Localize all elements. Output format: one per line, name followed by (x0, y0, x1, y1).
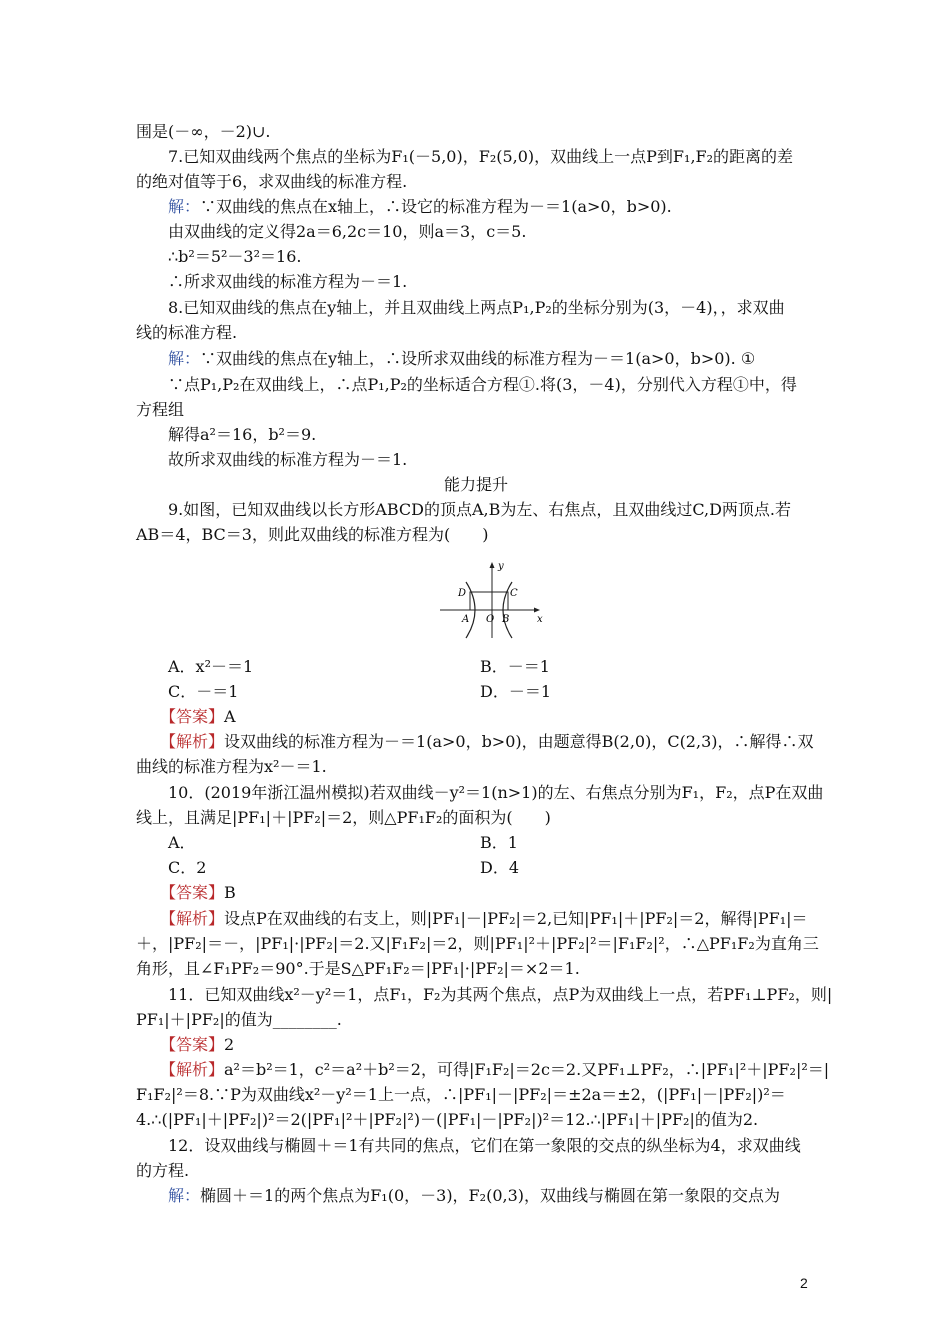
q7-step: ∴b²＝5²－3²＝16. (168, 247, 302, 266)
q8-conclusion: 故所求双曲线的标准方程为－＝1. (168, 450, 408, 469)
q8-step: 解得a²＝16，b²＝9. (168, 425, 317, 444)
q11-stem: 11．已知双曲线x²－y²＝1，点F₁，F₂为其两个焦点，点P为双曲线上一点，若PF₁⊥PF₂，则| (168, 985, 833, 1004)
q9-option-d: D．－＝1 (480, 682, 552, 701)
point-b-label: B (502, 614, 510, 625)
q8-step: ∵点P₁,P₂在双曲线上，∴点P₁,P₂的坐标适合方程①.将(3，－4)，分别代入方程①中，得 (168, 375, 797, 394)
q7-stem: 7.已知双曲线两个焦点的坐标为F₁(－5,0)，F₂(5,0)，双曲线上一点P到F₁,F₂的距离的差 (168, 147, 794, 166)
q9-answer-value: A (224, 707, 236, 726)
q7-solution-line (168, 195, 816, 219)
q9-stem-cont: AB＝4，BC＝3，则此双曲线的标准方程为( ) (136, 525, 489, 544)
q11-analysis-cont: 4.∴(|PF₁|＋|PF₂|)²＝2(|PF₁|²＋|PF₂|²)－(|PF₁|－|PF₂|)²＝12.∴|PF₁|＋|PF₂|的值为2. (136, 1110, 759, 1129)
q7-stem-cont: 的绝对值等于6，求双曲线的标准方程. (136, 172, 408, 191)
q9-analysis (160, 730, 840, 754)
point-a-label: A (462, 614, 470, 625)
x-label: x (537, 614, 543, 625)
q12-solution-line (168, 1184, 816, 1208)
q9-option-a: A．x²－＝1 (168, 657, 254, 676)
solution-label: 解： (168, 349, 201, 368)
q10-analysis-cont: ＋，|PF₂|＝－，|PF₁|·|PF₂|＝2.又|F₁F₂|＝2，则|PF₁|²＋|PF₂|²＝|F₁F₂|²，∴△PF₁F₂为直角三 (136, 934, 819, 953)
origin-label: O (486, 614, 495, 625)
q8-step-cont: 方程组 (136, 400, 185, 419)
answer-label: 【答案】 (160, 1035, 225, 1054)
q11-stem-cont: PF₁|＋|PF₂|的值为________. (136, 1010, 342, 1029)
q8-solution-text: ∵双曲线的焦点在y轴上，∴设所求双曲线的标准方程为－＝1(a>0，b>0). ① (200, 349, 756, 368)
text-line: 围是(－∞，－2)∪. (136, 122, 271, 141)
analysis-label: 【解析】 (160, 909, 225, 928)
q10-stem: 10．(2019年浙江温州模拟)若双曲线－y²＝1(n>1)的左、右焦点分别为F₁，F₂，点P在双曲 (168, 783, 824, 802)
q9-stem: 9.如图，已知双曲线以长方形ABCD的顶点A,B为左、右焦点，且双曲线过C,D两顶点.若 (168, 500, 792, 519)
q12-stem: 12．设双曲线与椭圆＋＝1有共同的焦点，它们在第一象限的交点的纵坐标为4，求双曲线 (168, 1136, 801, 1155)
q8-solution-line (168, 347, 816, 371)
q10-option-b: B．1 (480, 833, 518, 852)
analysis-label: 【解析】 (160, 732, 225, 751)
page-number: 2 (800, 1275, 808, 1291)
q10-analysis-cont: 角形，且∠F₁PF₂＝90°.于是S△PF₁F₂＝|PF₁|·|PF₂|＝×2＝1. (136, 959, 580, 978)
y-label: y (498, 561, 504, 572)
q10-answer (160, 881, 840, 905)
y-axis-arrow (490, 562, 495, 568)
solution-label: 解： (168, 197, 201, 216)
q10-option-a: A． (168, 833, 196, 852)
rectangle-abcd (470, 592, 508, 610)
point-c-label: C (510, 588, 518, 599)
q10-answer-value: B (224, 883, 236, 902)
q8-stem: 8.已知双曲线的焦点在y轴上，并且双曲线上两点P₁,P₂的坐标分别为(3，－4)，，求双曲 (168, 298, 785, 317)
q11-analysis (160, 1058, 840, 1082)
answer-label: 【答案】 (160, 707, 225, 726)
q10-analysis-text: 设点P在双曲线的右支上，则|PF₁|－|PF₂|＝2,已知|PF₁|＋|PF₂|＝2，解得|PF₁|＝ (224, 909, 808, 928)
q9-analysis-cont: 曲线的标准方程为x²－＝1. (136, 757, 327, 776)
section-heading: 能力提升 (443, 475, 508, 494)
hyperbola-figure (436, 560, 546, 640)
q11-analysis-cont: F₁F₂|²＝8.∵P为双曲线x²－y²＝1上一点，∴|PF₁|－|PF₂|＝±2a＝±2，(|PF₁|－|PF₂|)²＝ (136, 1085, 786, 1104)
q11-answer (160, 1033, 840, 1057)
point-d-label: D (458, 588, 467, 599)
q10-analysis (160, 907, 840, 931)
q9-option-c: C．－＝1 (168, 682, 239, 701)
q11-answer-value: 2 (224, 1035, 235, 1054)
x-axis-arrow (534, 608, 540, 613)
solution-label: 解： (168, 1186, 201, 1205)
q12-solution-text: 椭圆＋＝1的两个焦点为F₁(0，－3)，F₂(0,3)，双曲线与椭圆在第一象限的交点为 (200, 1186, 781, 1205)
q9-answer (160, 705, 840, 729)
q11-analysis-text: a²＝b²＝1，c²＝a²＋b²＝2，可得|F₁F₂|＝2c＝2.又PF₁⊥PF₂，∴|PF₁|²＋|PF₂|²＝| (224, 1060, 830, 1079)
q10-stem-cont: 线上，且满足|PF₁|＋|PF₂|＝2，则△PF₁F₂的面积为( ) (136, 808, 551, 827)
q10-option-c: C．2 (168, 858, 207, 877)
q12-stem-cont: 的方程. (136, 1161, 190, 1180)
q7-solution-text: ∵双曲线的焦点在x轴上，∴设它的标准方程为－＝1(a>0，b>0). (200, 197, 672, 216)
q8-stem-cont: 线的标准方程. (136, 323, 238, 342)
q10-option-d: D．4 (480, 858, 520, 877)
q9-analysis-text: 设双曲线的标准方程为－＝1(a>0，b>0)，由题意得B(2,0)，C(2,3)，∴解得∴双 (224, 732, 814, 751)
q7-conclusion: ∴所求双曲线的标准方程为－＝1. (168, 272, 408, 291)
q7-step: 由双曲线的定义得2a＝6,2c＝10，则a＝3，c＝5. (168, 222, 527, 241)
q9-option-b: B．－＝1 (480, 657, 550, 676)
analysis-label: 【解析】 (160, 1060, 225, 1079)
answer-label: 【答案】 (160, 883, 225, 902)
